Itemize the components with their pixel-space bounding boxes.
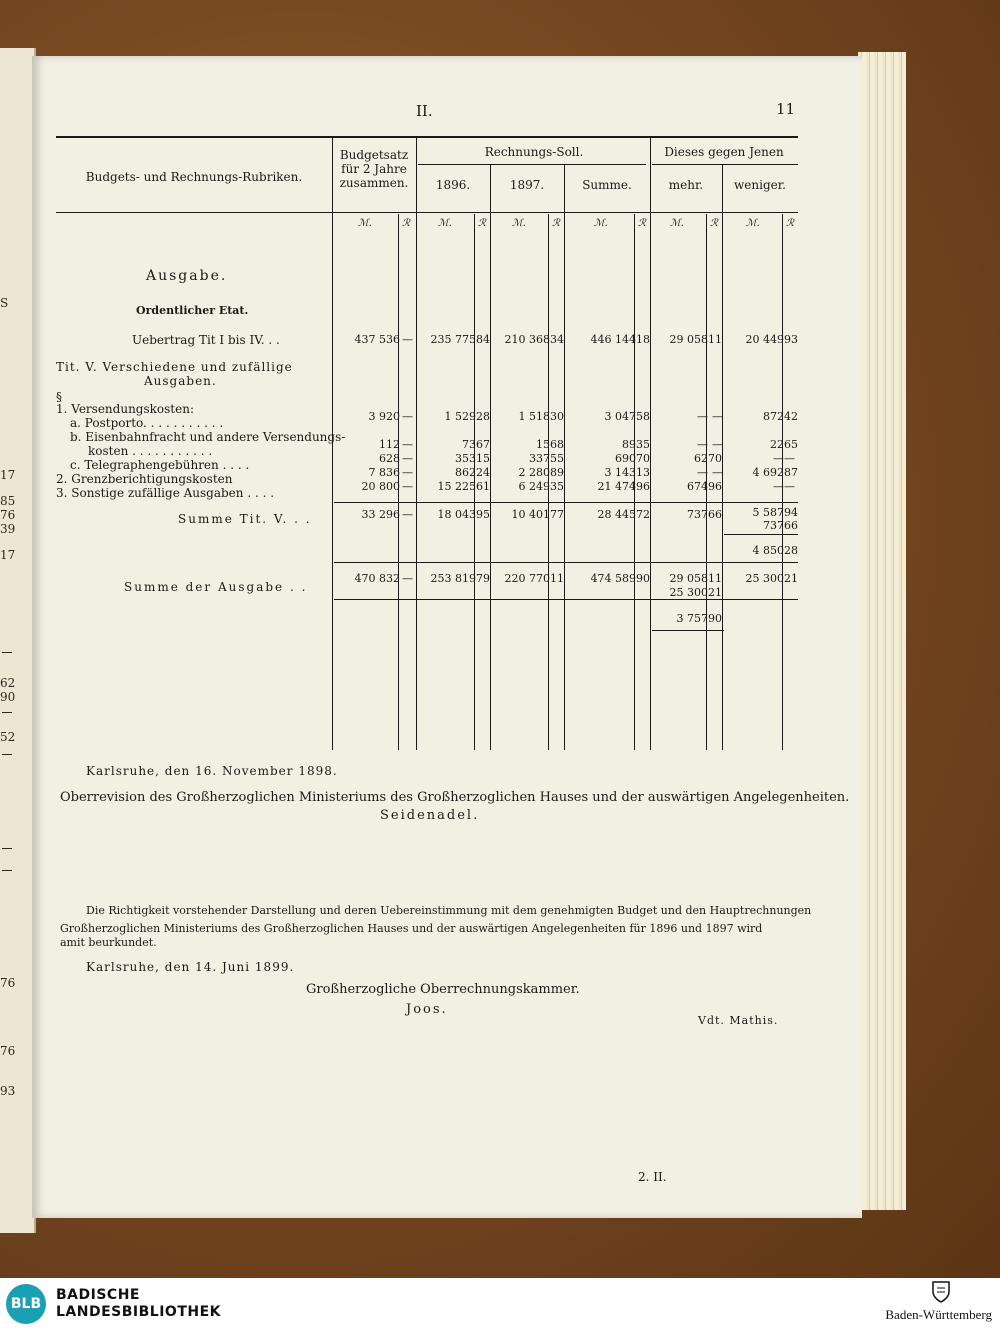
cell-pf: — bbox=[402, 572, 413, 585]
cell-pf: 21 bbox=[708, 586, 722, 599]
place-date-2: Karlsruhe, den 14. Juni 1899. bbox=[86, 960, 295, 974]
cell-pf: — bbox=[784, 452, 795, 465]
cell-mehr: 29 058 bbox=[669, 333, 708, 346]
header-budget-line: für 2 Jahre bbox=[341, 162, 407, 176]
cell-pf: 11 bbox=[550, 572, 564, 585]
left-margin-number: 39 bbox=[0, 522, 16, 536]
cell-1896: 235 775 bbox=[430, 333, 476, 346]
unit-mark: ℳ. bbox=[438, 218, 452, 229]
left-margin-number: 62 bbox=[0, 676, 16, 690]
cell-pf: 18 bbox=[636, 333, 650, 346]
cell-pf: 90 bbox=[708, 612, 722, 625]
cell-pf: 84 bbox=[476, 333, 490, 346]
cell-pf: 94 bbox=[784, 506, 798, 519]
cell-1896: 1 529 bbox=[444, 410, 476, 423]
pf-mark: ℛ bbox=[402, 218, 410, 229]
left-margin-glyph: S bbox=[0, 296, 9, 310]
unit-mark: ℳ. bbox=[594, 218, 608, 229]
cell-pf: 13 bbox=[636, 466, 650, 479]
cell-budget: 112 bbox=[379, 438, 400, 451]
cell-budget: 20 800 bbox=[361, 480, 400, 493]
cell-weniger: 872 bbox=[763, 410, 784, 423]
table-top-rule bbox=[56, 136, 798, 138]
state-name: Baden-Württemberg bbox=[885, 1307, 992, 1322]
vidit-note: Vdt. Mathis. bbox=[698, 1014, 779, 1027]
cell-weniger: — bbox=[773, 480, 784, 493]
cell-mehr: 3 757 bbox=[676, 612, 708, 625]
cell-pf: 55 bbox=[550, 452, 564, 465]
cell-budget: 628 bbox=[379, 452, 400, 465]
cell-pf: 30 bbox=[550, 410, 564, 423]
cell-mehr: — bbox=[697, 438, 708, 451]
cell-pf: 67 bbox=[476, 438, 490, 451]
cell-weniger: 737 bbox=[763, 519, 784, 532]
cell-pf: 42 bbox=[784, 410, 798, 423]
unit-mark: ℳ. bbox=[746, 218, 760, 229]
cell-pf: 28 bbox=[476, 410, 490, 423]
header-budget bbox=[332, 148, 416, 190]
header-soll: Rechnungs-Soll. bbox=[484, 145, 584, 159]
cell-pf: 21 bbox=[784, 572, 798, 585]
cell-1897: 2 280 bbox=[518, 466, 550, 479]
cell-weniger: 22 bbox=[770, 438, 784, 451]
cell-1897: 220 770 bbox=[504, 572, 550, 585]
row-label-telegraph: c. Telegraphengebühren . . . . bbox=[70, 458, 250, 472]
pf-mark: ℛ bbox=[786, 218, 794, 229]
row-label-uebertrag: Uebertrag Tit I bis IV. . . bbox=[132, 333, 280, 347]
cell-mehr: 29 058 bbox=[669, 572, 708, 585]
cell-pf: 28 bbox=[784, 544, 798, 557]
unit-mark: ℳ. bbox=[670, 218, 684, 229]
cell-1897: 15 bbox=[536, 438, 550, 451]
row-label-postporto: a. Postporto. . . . . . . . . . . bbox=[70, 416, 224, 430]
cell-pf: 34 bbox=[550, 333, 564, 346]
cell-pf: 65 bbox=[784, 438, 798, 451]
state-crest-icon bbox=[930, 1280, 952, 1304]
cell-budget: 3 920 bbox=[368, 410, 400, 423]
header-mehr: mehr. bbox=[668, 178, 704, 192]
left-margin-rule bbox=[2, 712, 12, 713]
mehr-rule bbox=[652, 630, 724, 631]
cell-pf: 24 bbox=[476, 466, 490, 479]
left-margin-number: 76 bbox=[0, 976, 16, 990]
table-header-rule bbox=[56, 212, 798, 213]
cell-mehr: 674 bbox=[687, 480, 708, 493]
cell-weniger: 4 692 bbox=[752, 466, 784, 479]
page-footer: 2. II. bbox=[638, 1170, 667, 1184]
cell-pf: 93 bbox=[784, 333, 798, 346]
cell-pf: 66 bbox=[784, 519, 798, 532]
cell-pf: 70 bbox=[636, 452, 650, 465]
cell-pf: — bbox=[402, 438, 413, 451]
cell-sum: 474 589 bbox=[590, 572, 636, 585]
cell-pf: 79 bbox=[476, 572, 490, 585]
section-title: Ausgabe. bbox=[146, 268, 228, 284]
header-1896: 1896. bbox=[435, 178, 471, 192]
header-diff: Dieses gegen Jenen bbox=[664, 145, 784, 159]
blb-logo[interactable]: BLB bbox=[6, 1284, 46, 1324]
cell-1896: 353 bbox=[455, 452, 476, 465]
cell-mehr: — bbox=[697, 466, 708, 479]
place-date-1: Karlsruhe, den 16. November 1898. bbox=[86, 764, 338, 778]
cell-weniger: — bbox=[773, 452, 784, 465]
cell-sum: 21 474 bbox=[597, 480, 636, 493]
row-label-summe-ausgabe: Summe der Ausgabe . . bbox=[124, 580, 308, 594]
row-label-titv: Tit. V. Verschiedene und zufällige bbox=[56, 360, 293, 374]
col-divider bbox=[332, 138, 333, 750]
page-edges bbox=[858, 52, 906, 1210]
col-divider bbox=[490, 164, 491, 750]
cell-budget: 437 536 bbox=[354, 333, 400, 346]
cell-pf: — bbox=[402, 480, 413, 493]
total-rule bbox=[334, 562, 798, 563]
cell-weniger: 20 449 bbox=[745, 333, 784, 346]
cell-1896: 73 bbox=[462, 438, 476, 451]
header-weniger: weniger. bbox=[734, 178, 786, 192]
office-line-2: Großherzogliche Oberrechnungskammer. bbox=[306, 982, 580, 997]
left-margin-number: 17 bbox=[0, 468, 16, 482]
row-label-titv-cont: Ausgaben. bbox=[144, 374, 217, 388]
pf-mark: ℛ bbox=[552, 218, 560, 229]
header-1897: 1897. bbox=[509, 178, 545, 192]
cell-mehr: — bbox=[697, 410, 708, 423]
cell-weniger: 25 300 bbox=[745, 572, 784, 585]
cell-pf: — bbox=[784, 480, 795, 493]
cell-pf: 70 bbox=[708, 452, 722, 465]
cell-budget: 470 832 bbox=[354, 572, 400, 585]
pf-mark: ℛ bbox=[638, 218, 646, 229]
paragraph-sign: § bbox=[56, 390, 62, 404]
row-label-sonstige: 3. Sonstige zufällige Ausgaben . . . . bbox=[56, 486, 275, 500]
cell-weniger: 5 587 bbox=[752, 506, 784, 519]
cell-sum: 446 144 bbox=[590, 333, 636, 346]
pf-mark: ℛ bbox=[710, 218, 718, 229]
left-margin-number: 93 bbox=[0, 1084, 16, 1098]
cell-pf: 58 bbox=[636, 410, 650, 423]
subsection-title: Ordentlicher Etat. bbox=[136, 304, 249, 317]
cell-budget: 33 296 bbox=[361, 508, 400, 521]
section-heading: II. bbox=[416, 102, 433, 120]
left-margin-rule bbox=[2, 652, 12, 653]
cell-1896: 15 225 bbox=[437, 480, 476, 493]
signature-1: Seidenadel. bbox=[380, 808, 480, 823]
document-page bbox=[32, 56, 862, 1218]
cell-sum: 3 143 bbox=[604, 466, 636, 479]
cell-1896: 862 bbox=[455, 466, 476, 479]
cell-pf: 95 bbox=[476, 508, 490, 521]
cell-pf: 11 bbox=[708, 572, 722, 585]
header-summe: Summe. bbox=[582, 178, 632, 192]
attest-line: Die Richtigkeit vorstehender Darstellung und deren Uebereinstimmung mit dem genehmigten Budget und den Hauptrechnungen bbox=[86, 904, 812, 917]
cell-1896: 253 819 bbox=[430, 572, 476, 585]
cell-pf: — bbox=[402, 333, 413, 346]
cell-pf: 90 bbox=[636, 572, 650, 585]
left-margin-number: 76 bbox=[0, 1044, 16, 1058]
col-divider bbox=[416, 138, 417, 750]
cell-pf: 15 bbox=[476, 452, 490, 465]
cell-pf: 66 bbox=[708, 508, 722, 521]
library-name-line2: LANDESBIBLIOTHEK bbox=[56, 1304, 222, 1320]
row-label-versendung: 1. Versendungskosten: bbox=[56, 402, 194, 416]
row-label-grenz: 2. Grenzberichtigungskosten bbox=[56, 472, 233, 486]
cell-mehr: 62 bbox=[694, 452, 708, 465]
cell-1897: 6 249 bbox=[518, 480, 550, 493]
row-label-summe-v: Summe Tit. V. . . bbox=[178, 512, 312, 526]
cell-pf: 72 bbox=[636, 508, 650, 521]
cell-pf: 96 bbox=[708, 480, 722, 493]
cell-weniger: 4 850 bbox=[752, 544, 784, 557]
unit-mark: ℳ. bbox=[512, 218, 526, 229]
col-divider bbox=[564, 164, 565, 750]
page-number: 11 bbox=[776, 100, 796, 118]
row-label-eisenbahn: b. Eisenbahnfracht und andere Versendungs- bbox=[70, 430, 346, 444]
row-label-eisenbahn-cont: kosten . . . . . . . . . . . bbox=[88, 444, 213, 458]
cell-budget: 7 836 bbox=[368, 466, 400, 479]
header-rubriken: Budgets- und Rechnungs-Rubriken. bbox=[85, 170, 303, 184]
cell-pf: 11 bbox=[708, 333, 722, 346]
cell-pf: — bbox=[402, 466, 413, 479]
cell-pf: 87 bbox=[784, 466, 798, 479]
left-margin-rule bbox=[2, 754, 12, 755]
cell-pf: 96 bbox=[636, 480, 650, 493]
cell-mehr: 737 bbox=[687, 508, 708, 521]
unit-mark: ℳ. bbox=[358, 218, 372, 229]
left-margin-number: 90 bbox=[0, 690, 16, 704]
library-name-line1: BADISCHE bbox=[56, 1287, 140, 1303]
cell-pf: 35 bbox=[636, 438, 650, 451]
attest-line: amit beurkundet. bbox=[60, 936, 157, 949]
left-margin-number: 52 bbox=[0, 730, 16, 744]
soll-subheader-rule bbox=[418, 164, 646, 165]
cell-pf: — bbox=[712, 466, 723, 479]
pf-mark: ℛ bbox=[478, 218, 486, 229]
col-divider bbox=[650, 138, 651, 750]
cell-1897: 337 bbox=[529, 452, 550, 465]
cell-sum: 28 445 bbox=[597, 508, 636, 521]
signature-2: Joos. bbox=[406, 1002, 448, 1017]
cell-pf: — bbox=[712, 410, 723, 423]
cell-pf: 35 bbox=[550, 480, 564, 493]
cell-1897: 210 368 bbox=[504, 333, 550, 346]
cell-pf: 61 bbox=[476, 480, 490, 493]
cell-pf: — bbox=[712, 438, 723, 451]
cell-pf: — bbox=[402, 508, 413, 521]
cell-sum: 89 bbox=[622, 438, 636, 451]
cell-sum: 690 bbox=[615, 452, 636, 465]
left-margin-rule bbox=[2, 870, 12, 871]
left-page-edge bbox=[0, 48, 36, 1233]
left-margin-rule bbox=[2, 848, 12, 849]
left-margin-number: 85 bbox=[0, 494, 16, 508]
cell-pf: 68 bbox=[550, 438, 564, 451]
cell-mehr: 25 300 bbox=[669, 586, 708, 599]
weniger-rule bbox=[724, 534, 798, 535]
cell-pf: — bbox=[402, 452, 413, 465]
cell-1896: 18 043 bbox=[437, 508, 476, 521]
attest-line: Großherzoglichen Ministeriums des Großherzoglichen Hauses und der auswärtigen Angelegenheiten für 1896 und 1897 wird bbox=[60, 922, 763, 935]
col-divider bbox=[722, 164, 723, 750]
cell-sum: 3 047 bbox=[604, 410, 636, 423]
cell-pf: — bbox=[402, 410, 413, 423]
cell-1897: 10 401 bbox=[511, 508, 550, 521]
cell-pf: 77 bbox=[550, 508, 564, 521]
library-footer bbox=[0, 1278, 1000, 1328]
header-budget-line: zusammen. bbox=[339, 176, 409, 190]
cell-1897: 1 518 bbox=[518, 410, 550, 423]
left-margin-number: 17 bbox=[0, 548, 16, 562]
subtotal-rule bbox=[334, 502, 798, 503]
left-margin-number: 76 bbox=[0, 508, 16, 522]
office-line-1: Oberrevision des Großherzoglichen Ministeriums des Großherzoglichen Hauses und der auswärtigen Angelegenheiten. bbox=[60, 790, 850, 805]
cell-pf: 89 bbox=[550, 466, 564, 479]
diff-subheader-rule bbox=[652, 164, 798, 165]
header-budget-line: Budgetsatz bbox=[339, 148, 409, 162]
grand-total-rule bbox=[334, 599, 798, 600]
